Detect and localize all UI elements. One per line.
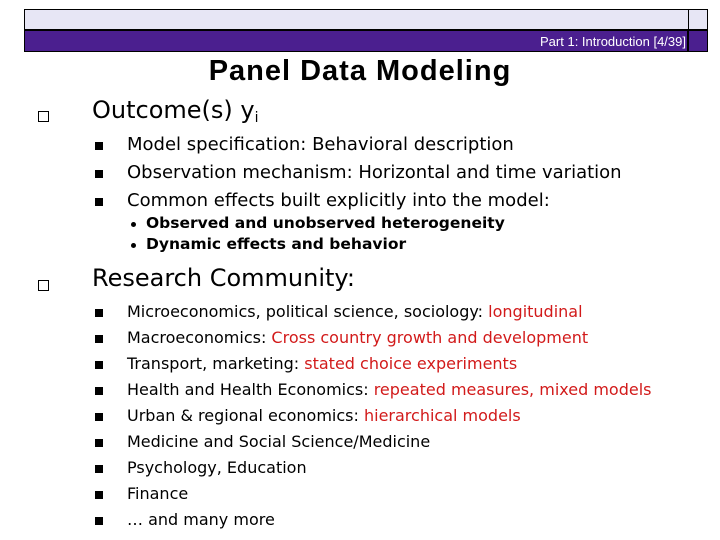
community-heading: Research Community: [92,264,355,292]
square-bullet-icon [95,465,103,473]
round-bullet-icon [131,243,136,248]
header-top-corner [688,9,708,30]
outcome-subitem: Observed and unobserved heterogeneity [146,214,505,232]
community-item: Microeconomics, political science, sociology: longitudinal [127,302,583,321]
square-bullet-icon [95,387,103,395]
community-item: Medicine and Social Science/Medicine [127,432,431,451]
square-bullet-icon [95,439,103,447]
community-item: Health and Health Economics: repeated measures, mixed models [127,380,652,399]
outcome-subitem: Dynamic effects and behavior [146,235,407,253]
square-bullet-icon [95,335,103,343]
hollow-square-bullet-icon [38,111,49,122]
community-item: Urban & regional economics: hierarchical models [127,406,521,425]
outcome-item: Model specification: Behavioral description [127,134,514,155]
slide-number: Part 1: Introduction [4/39] [540,34,686,49]
outcome-item: Common effects built explicitly into the model: [127,190,550,211]
community-item: Transport, marketing: stated choice experiments [127,354,518,373]
hollow-square-bullet-icon [38,280,49,291]
square-bullet-icon [95,170,103,178]
community-item: … and many more [127,510,275,529]
square-bullet-icon [95,309,103,317]
header-purple-corner [688,30,708,52]
slide-title: Panel Data Modeling [208,55,512,87]
square-bullet-icon [95,491,103,499]
community-item: Psychology, Education [127,458,307,477]
square-bullet-icon [95,361,103,369]
square-bullet-icon [95,413,103,421]
community-item: Finance [127,484,189,503]
square-bullet-icon [95,517,103,525]
round-bullet-icon [131,222,136,227]
outcome-item: Observation mechanism: Horizontal and time variation [127,162,622,183]
square-bullet-icon [95,198,103,206]
square-bullet-icon [95,142,103,150]
header-top-band [24,9,708,30]
outcome-heading: Outcome(s) $y_i$ [92,96,259,126]
community-item: Macroeconomics: Cross country growth and development [127,328,589,347]
